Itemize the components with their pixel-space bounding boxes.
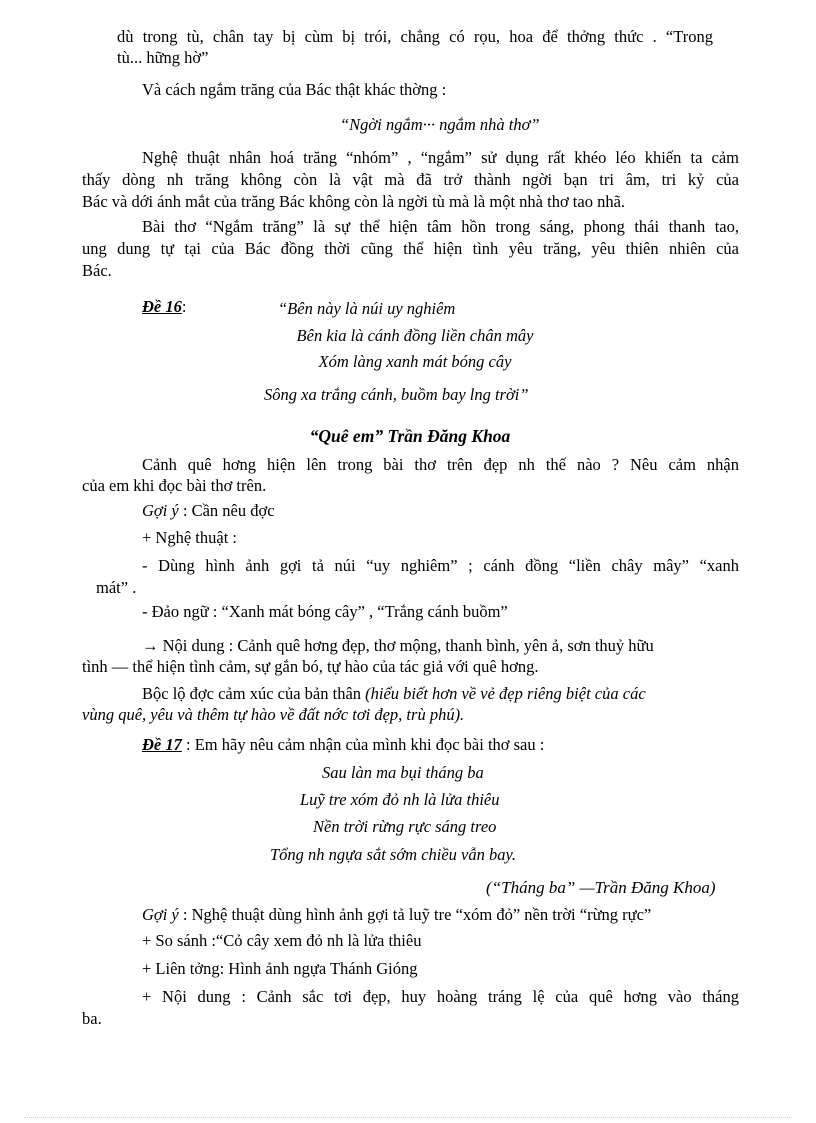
- paragraph-line: thấy dòng nh trăng không còn là vật mà đã trở thành ngời bạn tri âm, tri kỷ của: [82, 170, 739, 189]
- exercise-heading: [142, 297, 186, 317]
- exercise-colon: :: [181, 297, 187, 316]
- hint-text: : Cần nêu đợc: [178, 501, 275, 520]
- paragraph-line: Bác và dới ánh mắt của trăng Bác không còn là ngời tù mà là một nhà thơ tao nhã.: [82, 192, 626, 211]
- paragraph-text: Bộc lộ đợc cảm xúc của bản thân: [142, 684, 366, 703]
- paragraph-line: Nghệ thuật nhân hoá trăng “nhóm” , “ngắm” sử dụng rất khéo léo khiến ta cảm: [142, 148, 739, 167]
- hint-label: Gợi ý: [142, 905, 179, 924]
- poem-title: “Quê em” Trần Đăng Khoa: [309, 426, 511, 446]
- poem-line: Bên kia là cánh đồng liền chân mây: [296, 326, 534, 345]
- bullet-line: + Nghệ thuật :: [142, 528, 237, 547]
- poem-line: Xóm làng xanh mát bóng cây: [318, 352, 512, 371]
- exercise-prompt: : Em hãy nêu cảm nhận của mình khi đọc bài thơ sau :: [181, 735, 545, 754]
- quote-line: “Ngời ngắm··· ngắm nhà thơ”: [340, 115, 540, 134]
- exercise-label: Đề 16: [142, 297, 182, 316]
- bullet-line: mát” .: [96, 578, 137, 597]
- content-text: Nội dung : Cảnh quê hơng đẹp, thơ mộng, thanh bình, yên ả, sơn thuỷ hữu: [158, 636, 654, 655]
- poem-line: Sau làn ma bụi tháng ba: [322, 763, 484, 782]
- poem-line: Luỹ tre xóm đỏ nh là lửa thiêu: [300, 790, 500, 809]
- poem-line: Nền trời rừng rực sáng treo: [313, 817, 497, 836]
- paragraph-line: Bài thơ “Ngắm trăng” là sự thể hiện tâm hồn trong sáng, phong thái thanh tao,: [142, 217, 739, 236]
- page-bottom-divider: [24, 1117, 792, 1118]
- bullet-line: + Nội dung : Cảnh sắc tơi đẹp, huy hoàng tráng lệ của quê hơng vào tháng: [142, 987, 739, 1006]
- bullet-line: + So sánh :“Cỏ cây xem đỏ nh là lửa thiêu: [142, 931, 422, 950]
- paragraph-line: Bác.: [82, 261, 112, 280]
- paragraph-line: tù... hững hờ”: [117, 48, 209, 67]
- hint-line: [142, 905, 651, 925]
- paragraph-line: của em khi đọc bài thơ trên.: [82, 476, 267, 495]
- bullet-line: - Dùng hình ảnh gợi tả núi “uy nghiêm” ; cánh đồng “liền chây mây” “xanh: [142, 556, 739, 575]
- poem-line: Tổng nh ngựa sắt sớm chiều vẫn bay.: [270, 845, 517, 864]
- hint-text: : Nghệ thuật dùng hình ảnh gợi tả luỹ tre “xóm đỏ” nền trời “rừng rực”: [178, 905, 652, 924]
- arrow-right-icon: →: [142, 636, 159, 655]
- paragraph-italic: (hiểu biết hơn về vẻ đẹp riêng biệt của các: [365, 684, 646, 703]
- bullet-line: - Đảo ngữ : “Xanh mát bóng cây” , “Trắng cánh buồm”: [142, 602, 508, 621]
- hint-line: [142, 501, 275, 521]
- bullet-line: + Liên tởng: Hình ảnh ngựa Thánh Gióng: [142, 959, 418, 978]
- content-line: tình — thể hiện tình cảm, sự gắn bó, tự hào của tác giả với quê hơng.: [82, 657, 539, 676]
- paragraph-line: ung dung tự tại của Bác đồng thời cũng thể hiện tình yêu trăng, yêu thiên nhiên của: [82, 239, 739, 258]
- paragraph-line: Và cách ngắm trăng của Bác thật khác thờng :: [142, 80, 447, 99]
- content-line: [142, 636, 739, 656]
- poem-line: Sông xa trắng cánh, buồm bay lng trời”: [264, 385, 529, 404]
- paragraph-line: dù trong tù, chân tay bị cùm bị trói, chẳng có rọu, hoa để thởng thức . “Trong: [117, 27, 713, 46]
- poem-line: “Bên này là núi uy nghiêm: [278, 299, 456, 318]
- exercise-heading: [142, 735, 544, 755]
- exercise-label: Đề 17: [142, 735, 182, 754]
- paragraph-line: vùng quê, yêu và thêm tự hào về đất nớc tơi đẹp, trù phú).: [82, 705, 465, 724]
- bullet-line: ba.: [82, 1009, 102, 1028]
- paragraph-line: Cảnh quê hơng hiện lên trong bài thơ trên đẹp nh thế nào ? Nêu cảm nhận: [142, 455, 739, 474]
- paragraph-line: [142, 684, 646, 704]
- poem-source: (“Tháng ba” —Trần Đăng Khoa): [486, 878, 716, 897]
- hint-label: Gợi ý: [142, 501, 179, 520]
